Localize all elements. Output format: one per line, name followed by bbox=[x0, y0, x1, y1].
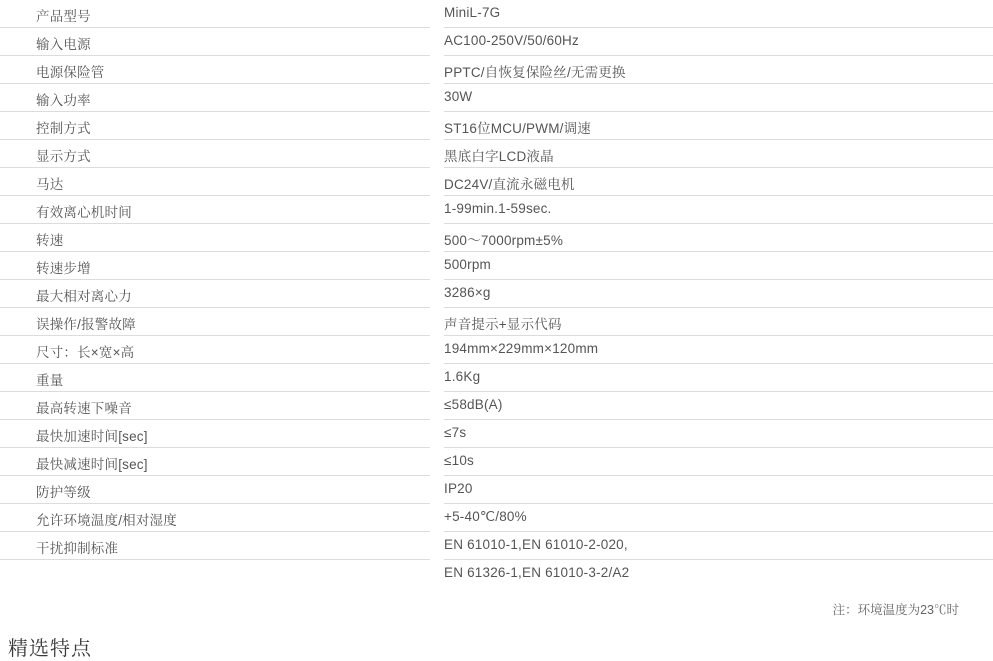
column-gap bbox=[430, 476, 444, 504]
table-row bbox=[0, 112, 993, 140]
column-gap bbox=[430, 0, 444, 28]
column-gap bbox=[430, 448, 444, 476]
column-gap bbox=[430, 112, 444, 140]
spec-label: 干扰抑制标准 bbox=[0, 532, 430, 560]
spec-value: DC24V/直流永磁电机 bbox=[444, 168, 993, 196]
spec-value: 1-99min.1-59sec. bbox=[444, 196, 993, 224]
spec-label: 显示方式 bbox=[0, 140, 430, 168]
column-gap bbox=[430, 504, 444, 532]
spec-value: 1.6Kg bbox=[444, 364, 993, 392]
table-row bbox=[0, 28, 993, 56]
spec-label: 有效离心机时间 bbox=[0, 196, 430, 224]
empty-label-cell bbox=[0, 560, 444, 588]
table-row bbox=[0, 280, 993, 308]
footnote: 注：环境温度为23℃时 bbox=[832, 603, 959, 617]
table-row bbox=[0, 476, 993, 504]
spec-value: ≤10s bbox=[444, 448, 993, 476]
spec-label: 重量 bbox=[0, 364, 430, 392]
table-row bbox=[0, 532, 993, 560]
spec-value: 30W bbox=[444, 84, 993, 112]
table-row bbox=[0, 392, 993, 420]
column-gap bbox=[430, 532, 444, 560]
section-title-features: 精选特点 bbox=[8, 638, 92, 660]
table-row bbox=[0, 224, 993, 252]
spec-label: 转速步增 bbox=[0, 252, 430, 280]
spec-value: 500rpm bbox=[444, 252, 993, 280]
table-row bbox=[0, 308, 993, 336]
spec-value: IP20 bbox=[444, 476, 993, 504]
spec-label: 最快减速时间[sec] bbox=[0, 448, 430, 476]
spec-label: 产品型号 bbox=[0, 0, 430, 28]
spec-value: 声音提示+显示代码 bbox=[444, 308, 993, 336]
table-row bbox=[0, 0, 993, 28]
column-gap bbox=[430, 56, 444, 84]
table-row bbox=[0, 364, 993, 392]
spec-label: 最快加速时间[sec] bbox=[0, 420, 430, 448]
table-row bbox=[0, 336, 993, 364]
spec-label: 马达 bbox=[0, 168, 430, 196]
spec-label: 尺寸：长×宽×高 bbox=[0, 336, 430, 364]
spec-label: 输入电源 bbox=[0, 28, 430, 56]
column-gap bbox=[430, 280, 444, 308]
column-gap bbox=[430, 308, 444, 336]
spec-label: 电源保险管 bbox=[0, 56, 430, 84]
column-gap bbox=[430, 84, 444, 112]
column-gap bbox=[430, 196, 444, 224]
table-row bbox=[0, 448, 993, 476]
spec-value: 500～7000rpm±5% bbox=[444, 224, 993, 252]
spec-label: 防护等级 bbox=[0, 476, 430, 504]
spec-value: 黑底白字LCD液晶 bbox=[444, 140, 993, 168]
spec-value: ≤58dB(A) bbox=[444, 392, 993, 420]
spec-label: 最大相对离心力 bbox=[0, 280, 430, 308]
spec-value: +5-40℃/80% bbox=[444, 504, 993, 532]
spec-value: AC100-250V/50/60Hz bbox=[444, 28, 993, 56]
table-row bbox=[0, 504, 993, 532]
spec-label: 误操作/报警故障 bbox=[0, 308, 430, 336]
table-row bbox=[0, 168, 993, 196]
spec-label: 最高转速下噪音 bbox=[0, 392, 430, 420]
column-gap bbox=[430, 140, 444, 168]
spec-value: ≤7s bbox=[444, 420, 993, 448]
table-row bbox=[0, 196, 993, 224]
column-gap bbox=[430, 168, 444, 196]
table-row-continuation bbox=[0, 560, 993, 588]
column-gap bbox=[430, 364, 444, 392]
table-row bbox=[0, 252, 993, 280]
spec-value: 194mm×229mm×120mm bbox=[444, 336, 993, 364]
spec-value: EN 61010-1,EN 61010-2-020, bbox=[444, 532, 993, 560]
spec-label: 控制方式 bbox=[0, 112, 430, 140]
spec-value: ST16位MCU/PWM/调速 bbox=[444, 112, 993, 140]
column-gap bbox=[430, 224, 444, 252]
spec-value-continuation: EN 61326-1,EN 61010-3-2/A2 bbox=[444, 565, 630, 580]
column-gap bbox=[430, 392, 444, 420]
column-gap bbox=[430, 252, 444, 280]
column-gap bbox=[430, 336, 444, 364]
spec-label: 输入功率 bbox=[0, 84, 430, 112]
table-row bbox=[0, 420, 993, 448]
spec-label: 转速 bbox=[0, 224, 430, 252]
spec-value: 3286×g bbox=[444, 280, 993, 308]
column-gap bbox=[430, 28, 444, 56]
spec-value: PPTC/自恢复保险丝/无需更换 bbox=[444, 56, 993, 84]
column-gap bbox=[430, 420, 444, 448]
table-row bbox=[0, 140, 993, 168]
spec-label: 允许环境温度/相对湿度 bbox=[0, 504, 430, 532]
table-row bbox=[0, 56, 993, 84]
table-row bbox=[0, 84, 993, 112]
spec-value: MiniL-7G bbox=[444, 0, 993, 28]
